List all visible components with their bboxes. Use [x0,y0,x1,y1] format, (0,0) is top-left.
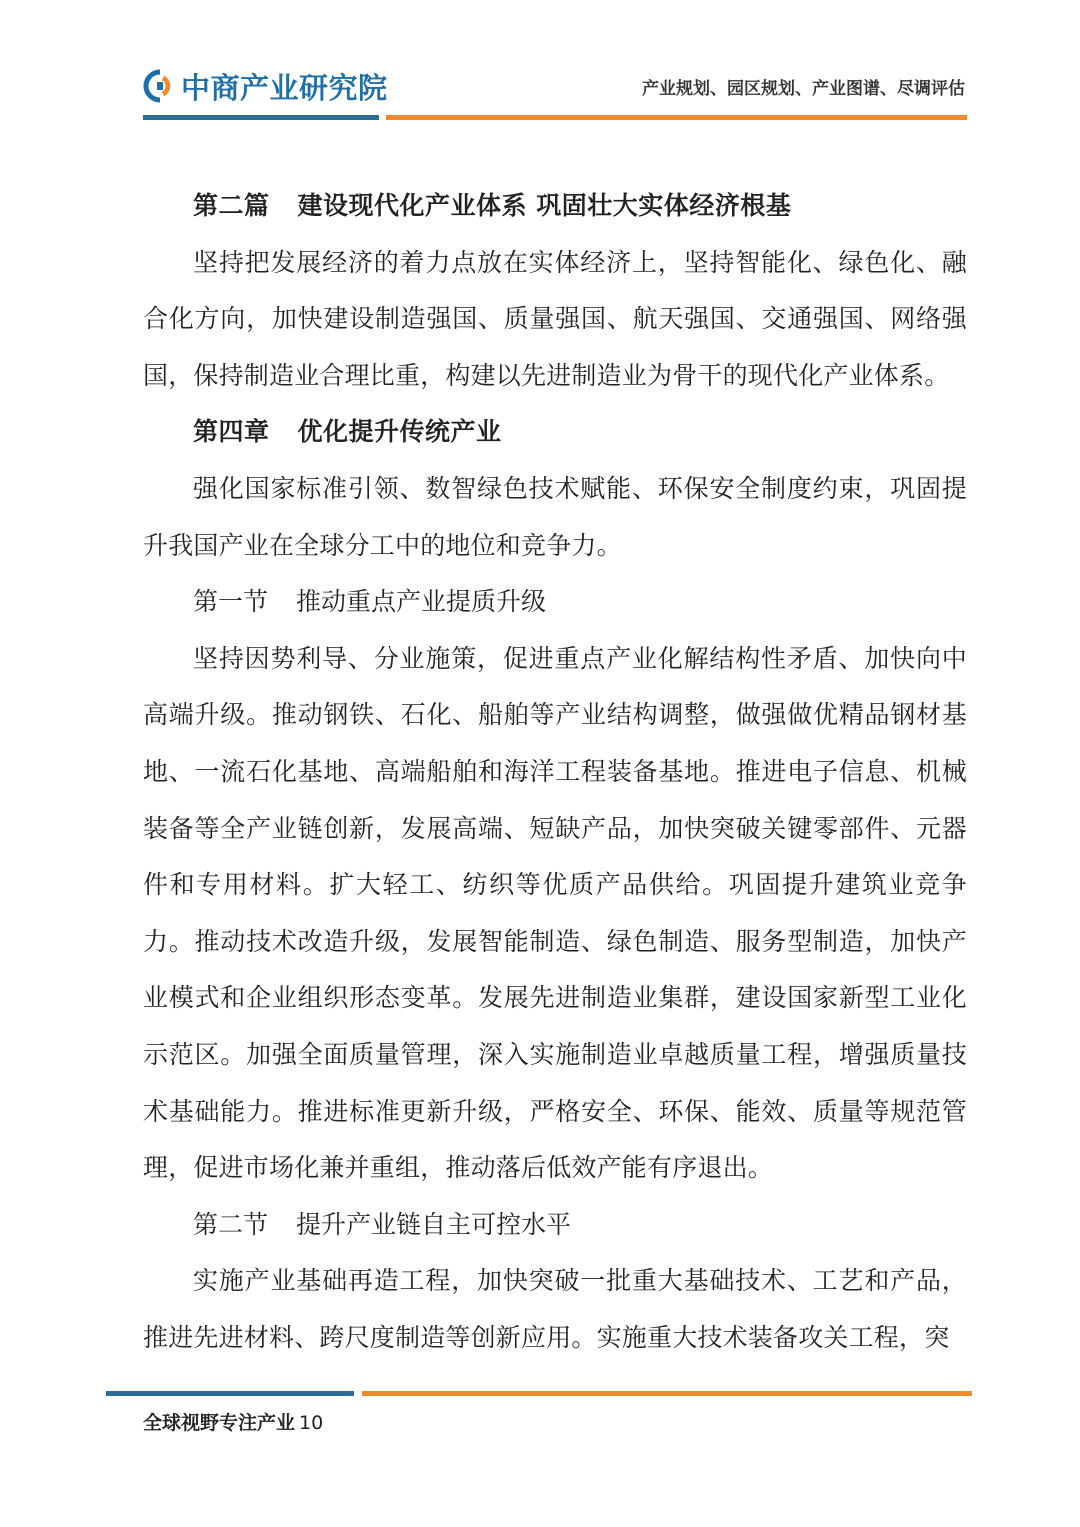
part-title: 建设现代化产业体系 巩固壮大实体经济根基 [297,191,792,220]
section-heading-1 [143,574,967,631]
section-label: 第二节 [193,1209,269,1239]
header-rule-orange [386,115,967,120]
page-footer [143,1408,323,1435]
section-heading-2 [143,1197,967,1254]
document-body [143,178,967,1366]
header-tagline: 产业规划、园区规划、产业图谱、尽调评估 [642,79,965,99]
brand-logo [143,66,388,106]
footer-rule-orange [362,1391,972,1396]
footer-slogan: 全球视野专注产业 [143,1412,296,1434]
part-intro-paragraph: 坚持把发展经济的着力点放在实体经济上，坚持智能化、绿色化、融合化方向，加快建设制造强国、质量强国、航天强国、交通强国、网络强国，保持制造业合理比重，构建以先进制造业为骨干的现代化产业体系。 [143,247,967,390]
chapter-label: 第四章 [193,417,270,447]
section-label: 第一节 [193,587,269,617]
section-title: 提升产业链自主可控水平 [296,1209,572,1239]
page-number: 10 [299,1412,324,1434]
section-title: 推动重点产业提质升级 [296,587,547,617]
part-label: 第二篇 [193,191,270,220]
logo-text: 中商产业研究院 [181,70,388,105]
header-rule-blue [143,115,379,120]
section-2-paragraph: 实施产业基础再造工程，加快突破一批重大基础技术、工艺和产品，推进先进材料、跨尺度制造等创新应用。实施重大技术装备攻关工程，突 [143,1266,967,1352]
part-heading [143,178,967,235]
page-header [143,62,967,122]
chapter-heading [143,404,967,461]
footer-rule-blue [106,1391,354,1396]
chapter-title: 优化提升传统产业 [297,417,502,447]
chapter-intro-paragraph: 强化国家标准引领、数智绿色技术赋能、环保安全制度约束，巩固提升我国产业在全球分工中的地位和竞争力。 [143,473,967,560]
section-1-paragraph: 坚持因势利导、分业施策，促进重点产业化解结构性矛盾、加快向中高端升级。推动钢铁、石化、船舶等产业结构调整，做强做优精品钢材基地、一流石化基地、高端船舶和海洋工程装备基地。推进电子信息、机械装备等全产业链创新，发展高端、短缺产品，加快突破关键零部件、元器件和专用材料。扩大轻工、纺织等优质产品供给。巩固提升建筑业竞争力。推动技术改造升级，发展智能制造、绿色制造、服务型制造，加快产业模式和企业组织形态变革。发展先进制造业集群，建设国家新型工业化示范区。加强全面质量管理，深入实施制造业卓越质量工程，增强质量技术基础能力。推进标准更新升级，严格安全、环保、能效、质量等规范管理，促进市场化兼并重组，推动落后低效产能有序退出。 [143,643,967,1183]
logo-mark-icon [143,69,177,103]
